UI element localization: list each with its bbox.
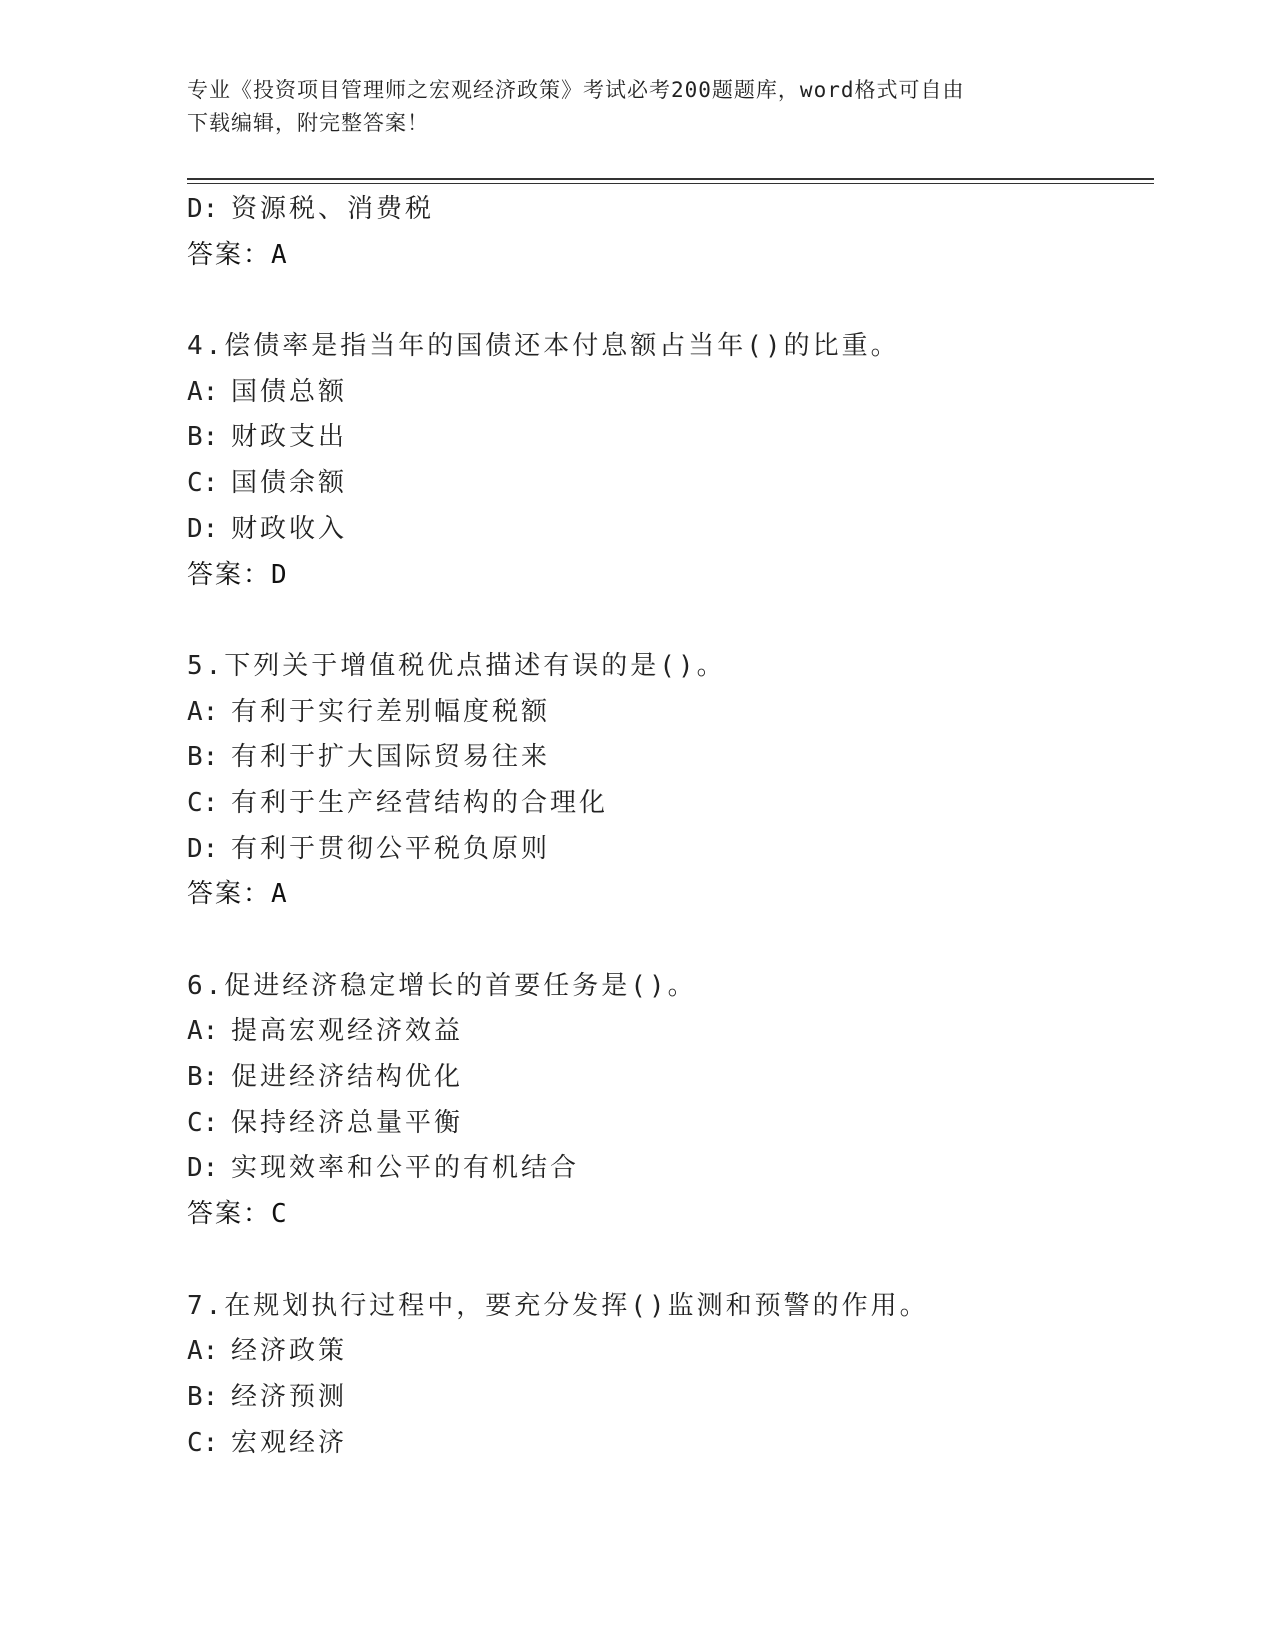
spacer [187,598,1147,644]
option-letter: D: [187,1153,219,1184]
option-line [187,1329,1147,1375]
option-letter: B: [187,742,219,773]
option-line [187,1101,1147,1147]
option-letter: D: [187,833,219,864]
answer-line: 答案：D [187,559,289,590]
question-stem: 4.偿债率是指当年的国债还本付息额占当年()的比重。 [187,331,900,362]
option-letter: A: [187,696,219,727]
header-divider-thin [187,183,1154,184]
question-block [187,964,1147,1238]
header-line-2: 下载编辑，附完整答案！ [187,111,429,135]
option-text: 有利于实行差别幅度税额 [231,696,551,727]
option-text: 财政支出 [231,422,348,453]
option-text: 国债余额 [231,468,348,499]
option-line [187,461,1147,507]
option-letter: B: [187,422,219,453]
option-line [187,827,1147,873]
option-letter: B: [187,1381,219,1412]
option-text: 经济政策 [231,1336,348,1367]
option-text: 促进经济结构优化 [231,1062,464,1093]
header-divider-thick [187,178,1154,180]
option-text: 资源税、消费税 [231,194,435,224]
question-block [187,324,1147,598]
option-line [187,1375,1147,1421]
spacer [187,278,1147,324]
option-text: 宏观经济 [231,1427,348,1458]
option-line [187,781,1147,827]
option-line [187,735,1147,781]
document-header [187,74,1067,140]
option-letter: D: [187,194,219,224]
option-text: 国债总额 [231,376,348,407]
answer-line: 答案：C [187,1199,289,1230]
spacer [187,1238,1147,1284]
option-text: 有利于扩大国际贸易往来 [231,742,551,773]
option-line [187,415,1147,461]
option-line [187,370,1147,416]
option-text: 保持经济总量平衡 [231,1107,464,1138]
option-line [187,1009,1147,1055]
option-line [187,507,1147,553]
option-letter: C: [187,1427,219,1458]
option-text: 财政收入 [231,513,348,544]
option-letter: D: [187,513,219,544]
option-line [187,1146,1147,1192]
spacer [187,918,1147,964]
answer-line: 答案：A [187,239,289,270]
option-text: 有利于贯彻公平税负原则 [231,833,551,864]
option-line [187,1055,1147,1101]
question-list [187,187,1147,1466]
option-text: 经济预测 [231,1381,348,1412]
option-letter: A: [187,1336,219,1367]
question-stem: 5.下列关于增值税优点描述有误的是()。 [187,650,726,681]
answer-line: 答案：A [187,879,289,910]
question-stem: 6.促进经济稳定增长的首要任务是()。 [187,970,697,1001]
option-text: 有利于生产经营结构的合理化 [231,787,609,818]
option-text: 实现效率和公平的有机结合 [231,1153,580,1184]
question-stem: 7.在规划执行过程中，要充分发挥()监测和预警的作用。 [187,1290,929,1321]
option-line [187,690,1147,736]
header-line-1: 专业《投资项目管理师之宏观经济政策》考试必考200题题库，word格式可自由 [187,78,965,102]
option-letter: C: [187,468,219,499]
option-line [187,1421,1147,1467]
question-block [187,644,1147,918]
option-letter: A: [187,376,219,407]
option-letter: C: [187,787,219,818]
option-line [187,187,1147,233]
option-letter: C: [187,1107,219,1138]
question-block [187,1284,1147,1467]
option-letter: A: [187,1016,219,1047]
option-text: 提高宏观经济效益 [231,1016,464,1047]
option-letter: B: [187,1062,219,1093]
